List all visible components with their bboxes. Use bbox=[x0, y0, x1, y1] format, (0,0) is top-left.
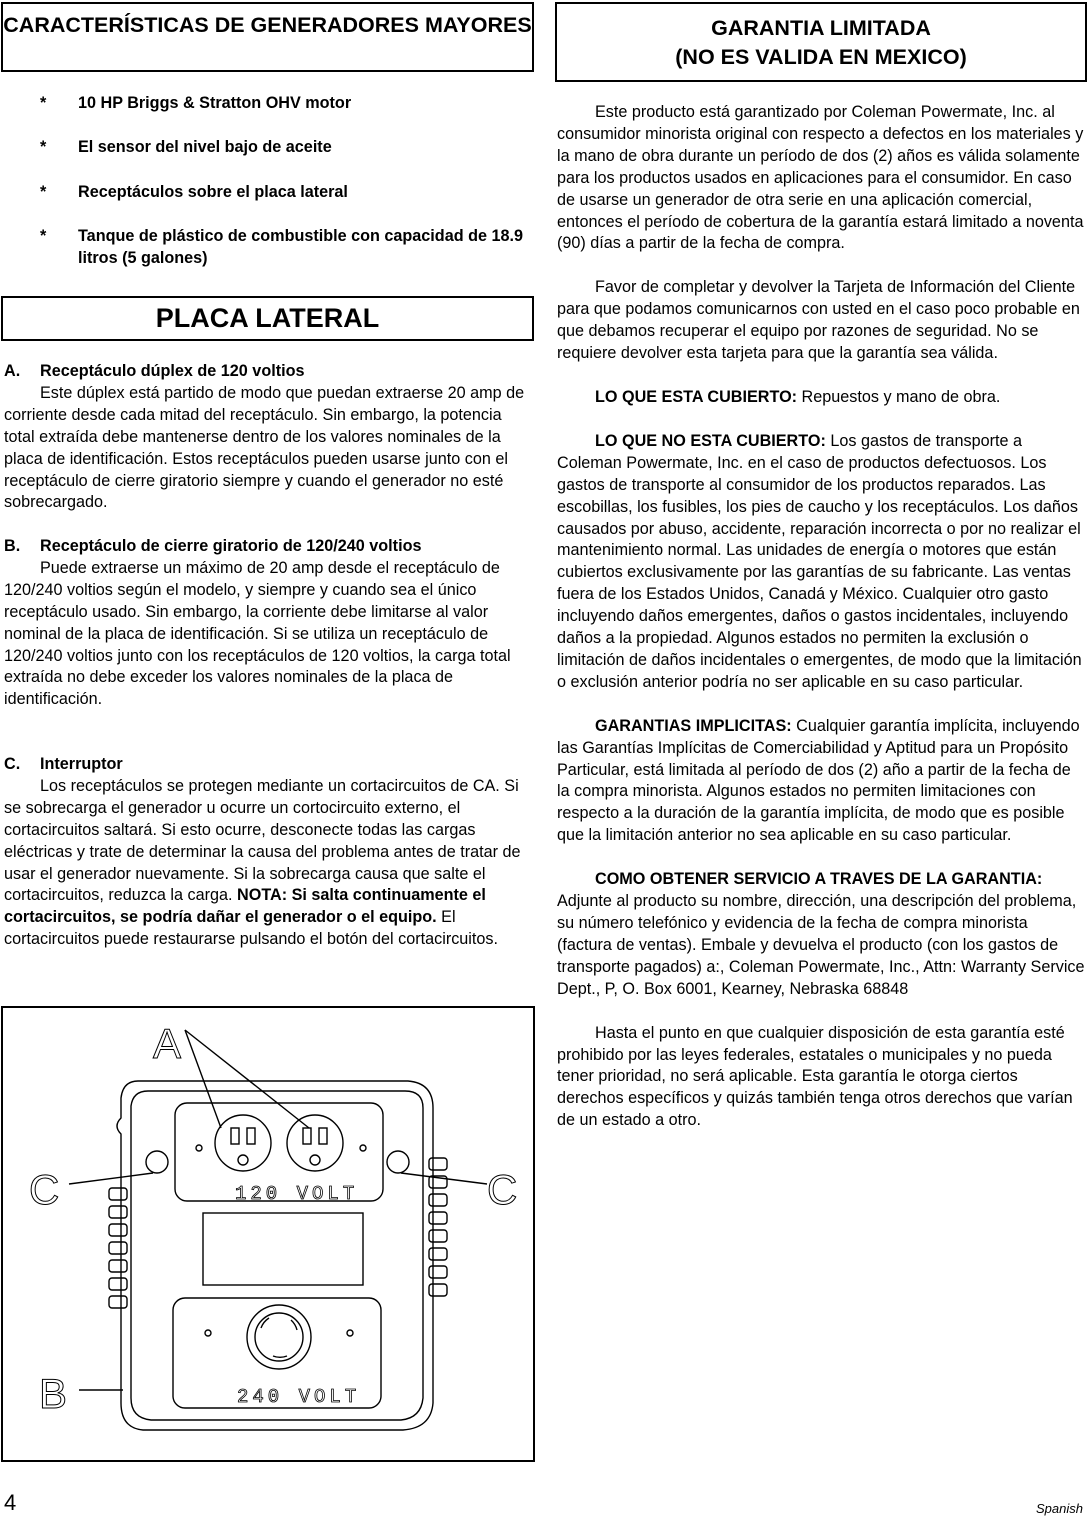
implied-text: Cualquier garantía implícita, incluyendo las Garantías Implícitas de Comerciabilidad y Aptitud para un Propósito Particular, está limitada al período de dos (2) año a partir de la fecha de la compra minorista. Algunos estados no permiten limitaciones con respecto a la duración de la garantía implícita, de modo que es posible que la limitación anterior no sea aplicable en su caso particular. bbox=[557, 716, 1080, 845]
section-title: Interruptor bbox=[40, 755, 123, 773]
feature-text: Receptáculos sobre el placa lateral bbox=[78, 182, 348, 201]
warranty-paragraph: Hasta el punto en que cualquier disposición de esta garantía esté prohibido por las leyes federales, estatales o municipales y no pueda tener prioridad, no será aplicable. Esta garantía le otorga ciertos derechos específicos y quizás también tenga otros derechos que varían de un estado a otro. bbox=[557, 1023, 1073, 1130]
section-body: Este dúplex está partido de modo que puedan extraerse 20 amp de corriente desde cada mitad del receptáculo. Sin embargo, la potencia total extraída debe mantenerse dentro de los valores nominales de la placa de identificación. Estos receptáculos pueden usarse junto con el receptáculo de cierre giratorio siempre y cuando el generador no esté sobrecargado. bbox=[4, 383, 525, 512]
section-letter: C. bbox=[4, 755, 21, 773]
outlet-slot bbox=[247, 1128, 255, 1144]
features-header bbox=[1, 2, 534, 72]
placa-title: PLACA LATERAL bbox=[155, 303, 380, 333]
outlet-slot bbox=[231, 1128, 239, 1144]
warranty-header bbox=[555, 2, 1087, 82]
feature-text: 10 HP Briggs & Stratton OHV motor bbox=[78, 94, 352, 112]
section-c bbox=[4, 754, 528, 951]
warranty-title: GARANTIA LIMITADA bbox=[711, 16, 931, 40]
covered-heading: LO QUE ESTA CUBIERTO: bbox=[595, 387, 798, 406]
plate-screw bbox=[196, 1145, 202, 1151]
section-title: Receptáculo dúplex de 120 voltios bbox=[40, 362, 305, 380]
covered-text: Repuestos y mano de obra. bbox=[797, 387, 1001, 406]
duplex-outlet-left bbox=[215, 1115, 271, 1171]
features-list bbox=[40, 93, 530, 293]
warranty-paragraph bbox=[557, 431, 1085, 694]
plate-screw bbox=[360, 1145, 366, 1151]
breaker-button-right bbox=[387, 1151, 409, 1173]
list-item bbox=[40, 137, 530, 159]
breaker-window bbox=[203, 1213, 363, 1285]
warranty-subtitle: (NO ES VALIDA EN MEXICO) bbox=[675, 45, 967, 69]
service-text: Adjunte al producto su nombre, dirección, una descripción del problema, su número telefónico y evidencia de la fecha de compra minorista (factura de ventas). Embale y devuelva el producto (con los gastos de transporte pagados) a:, Coleman Powermate, Inc., Attn: Warranty Service Dept., P, O. Box 6001, Kearney, Nebraska 68848 bbox=[557, 892, 1085, 998]
feature-text: El sensor del nivel bajo de aceite bbox=[78, 138, 332, 157]
section-body bbox=[4, 776, 528, 951]
features-title: CARACTERÍSTICAS DE GENERADORES MAYORES bbox=[3, 13, 532, 37]
leader-c-right bbox=[401, 1173, 487, 1184]
section-b bbox=[4, 536, 528, 711]
breaker-button bbox=[146, 1151, 168, 1173]
placa-header bbox=[1, 296, 534, 341]
bullet-star: * bbox=[40, 138, 47, 157]
bullet-star: * bbox=[40, 182, 47, 201]
section-title: Receptáculo de cierre giratorio de 120/240 voltios bbox=[40, 537, 422, 555]
bullet-star: * bbox=[40, 94, 47, 112]
side-panel-diagram bbox=[1, 1006, 535, 1462]
outlet-ground bbox=[310, 1155, 320, 1165]
warranty-paragraph bbox=[557, 716, 1085, 847]
outlet-slot bbox=[303, 1128, 311, 1144]
section-a bbox=[4, 361, 528, 514]
left-fins bbox=[109, 1188, 127, 1308]
warranty-paragraph bbox=[557, 277, 1085, 365]
twistlock-slot bbox=[291, 1320, 297, 1330]
footer-language: Spanish bbox=[1036, 1501, 1083, 1516]
section-body-text: Los receptáculos se protegen mediante un cortacircuitos de CA. Si se sobrecarga el generador u ocurre un cortocircuito externo, el cortacircuitos saltará. Si esto ocurre, desconecte todas las cargas eléctricas y trate de determinar la causa del problema antes de tratar de usar el generador nuevamente. Si la sobrecarga causa que salte el cortacircuitos, reduzca la carga. bbox=[4, 776, 521, 905]
warranty-paragraph bbox=[557, 387, 1085, 409]
twistlock-inner bbox=[255, 1313, 303, 1361]
feature-text: Tanque de plástico de combustible con capacidad de 18.9 litros (5 galones) bbox=[78, 227, 523, 268]
section-letter: A. bbox=[4, 362, 21, 380]
panel-outline bbox=[117, 1081, 433, 1430]
callout-c-right: C bbox=[487, 1166, 518, 1213]
warranty-paragraph: Este producto está garantizado por Coleman Powermate, Inc. al consumidor minorista original con respecto a defectos en los materiales y la mano de obra durante un período de dos (2) años es válida solamente para los productos usados en aplicaciones para el consumidor. En caso de usarse un generador de otra serie en una aplicación comercial, entonces el período de cobertura de la garantía estará limitado a noventa (90) días a partir de la fecha de compra. bbox=[557, 103, 1084, 253]
twistlock-outlet bbox=[247, 1305, 311, 1369]
outlet-slot bbox=[319, 1128, 327, 1144]
plate-screw bbox=[205, 1330, 211, 1336]
page-number: 4 bbox=[4, 1490, 17, 1515]
outlet-ground bbox=[238, 1155, 248, 1165]
twistlock-slot bbox=[273, 1356, 287, 1357]
list-item bbox=[40, 226, 530, 270]
implied-heading: GARANTIAS IMPLICITAS: bbox=[595, 716, 792, 735]
leader-c-left bbox=[69, 1173, 153, 1184]
bullet-star: * bbox=[40, 227, 47, 246]
panel-drawing bbox=[3, 1008, 533, 1460]
label-240-volt: 240 VOLT bbox=[237, 1386, 361, 1408]
section-heading bbox=[4, 536, 528, 558]
section-heading bbox=[4, 754, 528, 776]
callout-c-left: C bbox=[29, 1166, 60, 1213]
section-body: Puede extraerse un máximo de 20 amp desde el receptáculo de 120/240 voltios según el modelo, y siempre y cuando sea el único receptáculo usado. Sin embargo, la corriente debe limitarse al valor nominal de la placa de identificación. Si se utiliza un receptáculo de 120/240 voltios junto con los receptáculos de 120 voltios, la carga total extraída no debe exceder los valores nominales de la placa de identificación. bbox=[4, 558, 511, 709]
not-covered-text: Los gastos de transporte a Coleman Powermate, Inc. en el caso de productos defectuosos. Los gastos de transporte al consumidor de los productos reparados. Las escobillas, los fusibles, los pies de caucho y los receptáculos. Los daños causados por abuso, accidente, reparación incorrecta o por no realizar el mantenimiento normal. Las unidades de energía o motores que están cubiertos exclusivamente por las garantías de su fabricante. Las ventas fuera de los Estados Unidos, Canadá y México. Cualquier otro gasto incluyendo daños emergentes, daños o gastos incidentales, incluyendo daños a la propiedad. Algunos estados no permiten la exclusión o limitación de daños incidentales o emergentes, de modo que la limitación o exclusión anterior podría no ser aplicable en su caso particular. bbox=[557, 431, 1082, 691]
callout-b: B bbox=[39, 1370, 68, 1417]
note-bold: NOTA: Si salta continuamente el cortacircuitos, se podría dañar el generador o el equipo. bbox=[4, 886, 486, 927]
callout-a: A bbox=[153, 1020, 182, 1067]
list-item bbox=[40, 93, 530, 115]
warranty-paragraph bbox=[557, 869, 1085, 1000]
info-card-text: Favor de completar y devolver la Tarjeta de Información del Cliente para que podamos comunicarnos con usted en el caso poco probable en que debamos recuperar el equipo por razones de seguridad. No se requiere devolver esta tarjeta para que la garantía sea válida. bbox=[557, 278, 1080, 363]
duplex-outlet-right bbox=[287, 1115, 343, 1171]
list-item bbox=[40, 182, 530, 204]
service-heading: COMO OBTENER SERVICIO A TRAVES DE LA GARANTIA: bbox=[595, 870, 1043, 889]
section-heading bbox=[4, 361, 528, 383]
label-120-volt: 120 VOLT bbox=[235, 1183, 359, 1205]
note-rest: El cortacircuitos puede restaurarse pulsando el botón del cortacircuitos. bbox=[4, 908, 498, 949]
section-letter: B. bbox=[4, 537, 21, 555]
plate-screw bbox=[347, 1330, 353, 1336]
warranty-body bbox=[557, 102, 1085, 1154]
not-covered-heading: LO QUE NO ESTA CUBIERTO: bbox=[595, 431, 826, 450]
